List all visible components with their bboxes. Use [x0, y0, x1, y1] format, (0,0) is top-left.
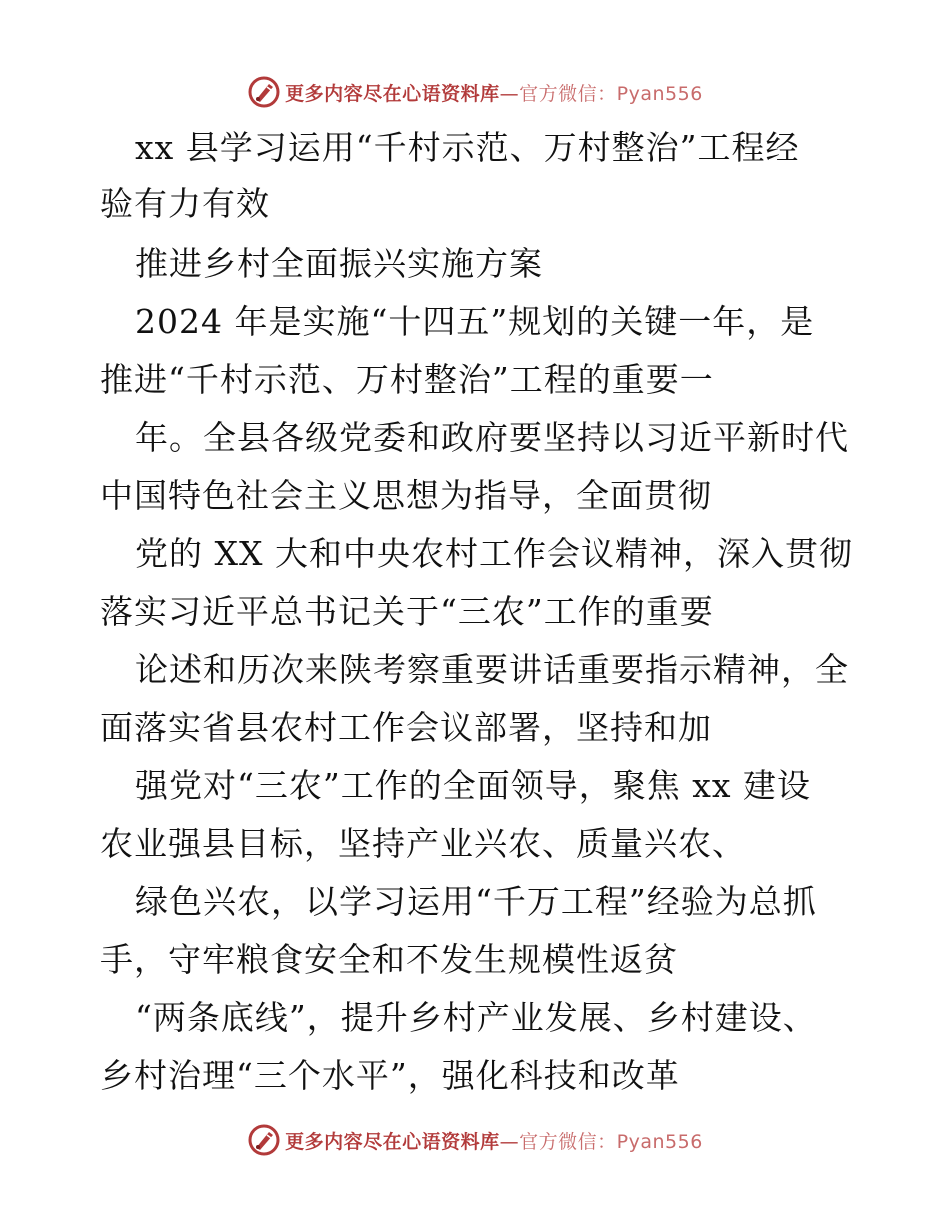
text-line: 年。全县各级党委和政府要坚持以习近平新时代 [135, 418, 849, 457]
text-line: 中国特色社会主义思想为指导，全面贯彻 [100, 476, 712, 515]
text-line: 党的 XX 大和中央农村工作会议精神，深入贯彻 [135, 534, 853, 573]
banner-main-text: 更多内容尽在心语资料库 [285, 82, 500, 105]
header-watermark-banner [0, 72, 950, 112]
text-line: “两条底线”，提升乡村产业发展、乡村建设、 [135, 998, 817, 1037]
text-line: 推进乡村全面振兴实施方案 [135, 244, 543, 283]
banner-wechat-text: 官方微信：Pyan556 [519, 1130, 703, 1153]
text-line: 验有力有效 [100, 184, 270, 223]
quill-logo-icon [247, 75, 281, 109]
text-line: 农业强县目标，坚持产业兴农、质量兴农、 [100, 824, 746, 863]
banner-text [285, 79, 703, 106]
banner-main-text: 更多内容尽在心语资料库 [285, 1130, 500, 1153]
text-line: xx 县学习运用“千村示范、万村整治”工程经 [135, 128, 800, 167]
text-line: 强党对“三农”工作的全面领导，聚焦 xx 建设 [135, 766, 811, 805]
text-line: 2024 年是实施“十四五”规划的关键一年，是 [135, 302, 815, 341]
footer-watermark-banner [0, 1120, 950, 1160]
text-line: 乡村治理“三个水平”，强化科技和改革 [100, 1056, 680, 1095]
banner-dash: — [499, 82, 520, 105]
text-line: 论述和历次来陕考察重要讲话重要指示精神，全 [135, 650, 849, 689]
text-line: 推进“千村示范、万村整治”工程的重要一 [100, 360, 714, 399]
text-line: 手，守牢粮食安全和不发生规模性返贫 [100, 940, 678, 979]
text-line: 落实习近平总书记关于“三农”工作的重要 [100, 592, 714, 631]
text-line: 绿色兴农，以学习运用“千万工程”经验为总抓 [135, 882, 817, 921]
banner-dash: — [499, 1130, 520, 1153]
banner-wechat-text: 官方微信：Pyan556 [519, 82, 703, 105]
quill-logo-icon [247, 1123, 281, 1157]
text-line: 面落实省县农村工作会议部署，坚持和加 [100, 708, 712, 747]
banner-text [285, 1127, 703, 1154]
